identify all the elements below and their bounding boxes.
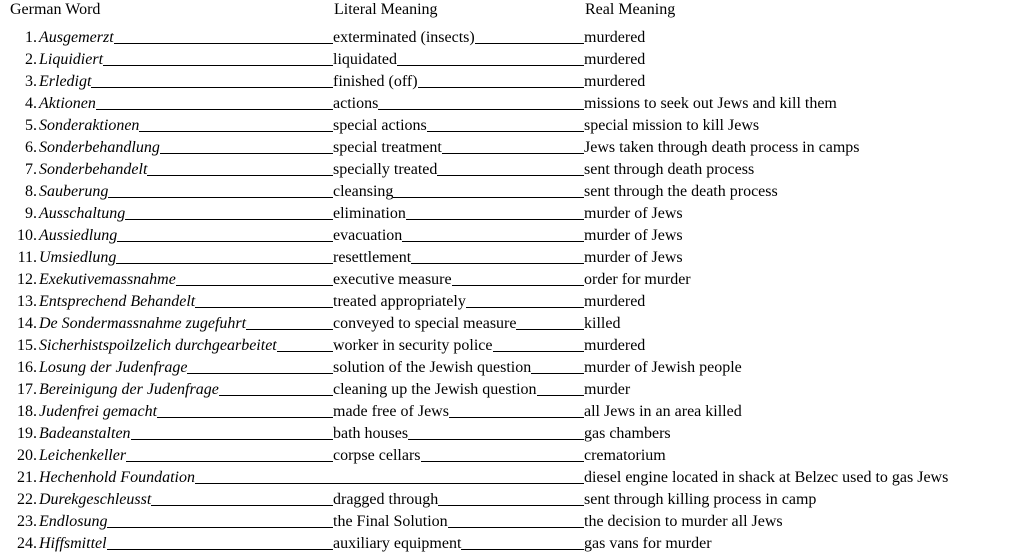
row-number: 9. bbox=[25, 205, 37, 222]
real-meaning: missions to seek out Jews and kill them bbox=[584, 95, 837, 112]
leader-line bbox=[151, 505, 333, 506]
literal-meaning: bath houses bbox=[333, 425, 409, 442]
real-meaning: killed bbox=[584, 315, 621, 332]
literal-meaning-cell bbox=[333, 356, 584, 377]
row-number: 4. bbox=[25, 95, 37, 112]
real-meaning: murder of Jews bbox=[584, 227, 683, 244]
leader-line bbox=[117, 241, 333, 242]
leader-line bbox=[116, 263, 333, 264]
leader-line bbox=[157, 417, 333, 418]
real-meaning: murdered bbox=[584, 51, 646, 68]
literal-meaning: special treatment bbox=[333, 139, 442, 156]
real-meaning-cell bbox=[584, 466, 1008, 487]
german-word: Umsiedlung bbox=[39, 249, 117, 266]
german-word: Losung der Judenfrage bbox=[39, 359, 188, 376]
real-meaning-cell bbox=[584, 268, 1008, 289]
real-meaning-cell bbox=[584, 48, 1008, 69]
literal-meaning: elimination bbox=[333, 205, 406, 222]
literal-meaning: auxiliary equipment bbox=[333, 535, 462, 552]
real-meaning: all Jews in an area killed bbox=[584, 403, 742, 420]
header-literal-meaning: Literal Meaning bbox=[334, 1, 438, 18]
literal-meaning: exterminated (insects) bbox=[333, 29, 475, 46]
leader-line bbox=[246, 329, 333, 330]
table-row bbox=[0, 158, 1009, 180]
leader-line bbox=[125, 219, 333, 220]
leader-line bbox=[160, 153, 333, 154]
literal-meaning-cell bbox=[333, 224, 584, 245]
row-number: 7. bbox=[25, 161, 37, 178]
table-row bbox=[0, 400, 1009, 422]
row-number: 23. bbox=[17, 513, 37, 530]
german-word-cell bbox=[6, 378, 333, 399]
table-row bbox=[0, 466, 1009, 488]
table-row bbox=[0, 268, 1009, 290]
leader-line bbox=[219, 395, 333, 396]
german-word-cell bbox=[6, 312, 333, 333]
real-meaning-cell bbox=[584, 202, 1008, 223]
real-meaning: murder of Jews bbox=[584, 205, 683, 222]
real-meaning-cell bbox=[584, 246, 1008, 267]
german-word-cell bbox=[6, 224, 333, 245]
german-word-cell bbox=[6, 268, 333, 289]
header-real-meaning: Real Meaning bbox=[585, 1, 676, 18]
leader-line bbox=[126, 461, 333, 462]
real-meaning-cell bbox=[584, 136, 1008, 157]
leader-line bbox=[114, 43, 333, 44]
literal-meaning: evacuation bbox=[333, 227, 403, 244]
real-meaning: the decision to murder all Jews bbox=[584, 513, 783, 530]
german-word-cell bbox=[6, 334, 333, 355]
german-word-cell bbox=[6, 510, 333, 531]
real-meaning: Jews taken through death process in camps bbox=[584, 139, 860, 156]
german-word-cell bbox=[6, 136, 333, 157]
literal-meaning-cell bbox=[333, 246, 584, 267]
row-number: 12. bbox=[17, 271, 37, 288]
literal-meaning: corpse cellars bbox=[333, 447, 421, 464]
german-word-cell bbox=[6, 26, 333, 47]
table-row bbox=[0, 114, 1009, 136]
leader-line bbox=[442, 153, 584, 154]
leader-line bbox=[406, 219, 584, 220]
german-word-cell bbox=[6, 444, 333, 465]
table-row bbox=[0, 510, 1009, 532]
german-word: Aussiedlung bbox=[39, 227, 118, 244]
table-row bbox=[0, 334, 1009, 356]
leader-line bbox=[139, 131, 333, 132]
table-row bbox=[0, 532, 1009, 554]
real-meaning: sent through the death process bbox=[584, 183, 778, 200]
leader-line bbox=[103, 65, 333, 66]
table-row bbox=[0, 312, 1009, 334]
german-word-cell bbox=[6, 532, 333, 553]
real-meaning: murdered bbox=[584, 293, 646, 310]
row-number: 13. bbox=[17, 293, 37, 310]
german-word: Aktionen bbox=[39, 95, 96, 112]
literal-meaning-cell bbox=[333, 114, 584, 135]
leader-line bbox=[107, 549, 333, 550]
real-meaning: murder of Jewish people bbox=[584, 359, 742, 376]
german-word: Ausschaltung bbox=[39, 205, 126, 222]
real-meaning-cell bbox=[584, 224, 1008, 245]
row-number: 10. bbox=[17, 227, 37, 244]
german-word-cell bbox=[6, 48, 333, 69]
literal-meaning: resettlement bbox=[333, 249, 412, 266]
german-word: Sonderaktionen bbox=[39, 117, 140, 134]
leader-line bbox=[408, 439, 584, 440]
leader-line bbox=[448, 527, 584, 528]
literal-meaning-cell bbox=[333, 26, 584, 47]
literal-meaning-cell bbox=[333, 466, 584, 487]
real-meaning-cell bbox=[584, 532, 1008, 553]
row-number: 1. bbox=[25, 29, 37, 46]
literal-meaning-cell bbox=[333, 158, 584, 179]
german-word: Judenfrei gemacht bbox=[39, 403, 158, 420]
leader-line bbox=[333, 483, 584, 484]
row-number: 21. bbox=[17, 469, 37, 486]
real-meaning: gas vans for murder bbox=[584, 535, 712, 552]
real-meaning: sent through killing process in camp bbox=[584, 491, 817, 508]
literal-meaning-cell bbox=[333, 136, 584, 157]
real-meaning: murder of Jews bbox=[584, 249, 683, 266]
leader-line bbox=[195, 307, 333, 308]
german-word-cell bbox=[6, 158, 333, 179]
row-number: 6. bbox=[25, 139, 37, 156]
real-meaning-cell bbox=[584, 334, 1008, 355]
german-word: Erledigt bbox=[39, 73, 92, 90]
glossary-rows bbox=[0, 26, 1009, 554]
literal-meaning-cell bbox=[333, 48, 584, 69]
table-row bbox=[0, 246, 1009, 268]
german-word: Sonderbehandelt bbox=[39, 161, 148, 178]
table-row bbox=[0, 180, 1009, 202]
table-row bbox=[0, 136, 1009, 158]
literal-meaning: worker in security police bbox=[333, 337, 493, 354]
real-meaning-cell bbox=[584, 422, 1008, 443]
real-meaning-cell bbox=[584, 312, 1008, 333]
real-meaning-cell bbox=[584, 26, 1008, 47]
real-meaning-cell bbox=[584, 444, 1008, 465]
leader-line bbox=[437, 175, 584, 176]
literal-meaning-cell bbox=[333, 444, 584, 465]
literal-meaning-cell bbox=[333, 312, 584, 333]
row-number: 2. bbox=[25, 51, 37, 68]
row-number: 11. bbox=[17, 249, 37, 266]
real-meaning: murdered bbox=[584, 29, 646, 46]
table-row bbox=[0, 290, 1009, 312]
real-meaning-cell bbox=[584, 488, 1008, 509]
real-meaning-cell bbox=[584, 400, 1008, 421]
german-word: Liquidiert bbox=[39, 51, 104, 68]
literal-meaning: conveyed to special measure bbox=[333, 315, 517, 332]
literal-meaning: solution of the Jewish question bbox=[333, 359, 532, 376]
table-row bbox=[0, 92, 1009, 114]
german-word: Sonderbehandlung bbox=[39, 139, 160, 156]
table-header bbox=[0, 0, 1009, 22]
real-meaning-cell bbox=[584, 114, 1008, 135]
literal-meaning: the Final Solution bbox=[333, 513, 448, 530]
leader-line bbox=[537, 395, 584, 396]
row-number: 14. bbox=[17, 315, 37, 332]
literal-meaning: specially treated bbox=[333, 161, 438, 178]
leader-line bbox=[147, 175, 333, 176]
row-number: 3. bbox=[25, 73, 37, 90]
leader-line bbox=[452, 285, 584, 286]
real-meaning-cell bbox=[584, 158, 1008, 179]
leader-line bbox=[418, 87, 584, 88]
leader-line bbox=[516, 329, 584, 330]
row-number: 16. bbox=[17, 359, 37, 376]
real-meaning: diesel engine located in shack at Belzec used to gas Jews bbox=[584, 469, 949, 486]
leader-line bbox=[466, 307, 584, 308]
german-word: Entsprechend Behandelt bbox=[39, 293, 196, 310]
real-meaning-cell bbox=[584, 378, 1008, 399]
leader-line bbox=[438, 505, 584, 506]
leader-line bbox=[493, 351, 585, 352]
german-word: Durekgeschleusst bbox=[39, 491, 152, 508]
row-number: 20. bbox=[17, 447, 37, 464]
german-word: Sicherhistspoilzelich durchgearbeitet bbox=[39, 337, 277, 354]
german-word: Ausgemerzt bbox=[39, 29, 114, 46]
leader-line bbox=[393, 197, 584, 198]
german-word: Bereinigung der Judenfrage bbox=[39, 381, 219, 398]
german-word-cell bbox=[6, 400, 333, 421]
row-number: 22. bbox=[17, 491, 37, 508]
literal-meaning-cell bbox=[333, 70, 584, 91]
row-number: 15. bbox=[17, 337, 37, 354]
german-word-cell bbox=[6, 290, 333, 311]
literal-meaning: cleansing bbox=[333, 183, 394, 200]
leader-line bbox=[108, 197, 333, 198]
literal-meaning-cell bbox=[333, 488, 584, 509]
leader-line bbox=[475, 43, 584, 44]
german-word: Leichenkeller bbox=[39, 447, 127, 464]
leader-line bbox=[176, 285, 333, 286]
table-row bbox=[0, 70, 1009, 92]
leader-line bbox=[402, 241, 584, 242]
real-meaning: murder bbox=[584, 381, 631, 398]
literal-meaning-cell bbox=[333, 268, 584, 289]
row-number: 19. bbox=[17, 425, 37, 442]
literal-meaning-cell bbox=[333, 378, 584, 399]
table-row bbox=[0, 378, 1009, 400]
german-word-cell bbox=[6, 70, 333, 91]
real-meaning-cell bbox=[584, 510, 1008, 531]
leader-line bbox=[96, 109, 333, 110]
real-meaning: murdered bbox=[584, 73, 646, 90]
leader-line bbox=[195, 483, 333, 484]
real-meaning: sent through death process bbox=[584, 161, 755, 178]
german-word-cell bbox=[6, 114, 333, 135]
german-word-cell bbox=[6, 202, 333, 223]
literal-meaning: cleaning up the Jewish question bbox=[333, 381, 537, 398]
row-number: 18. bbox=[17, 403, 37, 420]
real-meaning: gas chambers bbox=[584, 425, 671, 442]
german-word: Hiffsmittel bbox=[39, 535, 107, 552]
literal-meaning: treated appropriately bbox=[333, 293, 466, 310]
german-word: Endlosung bbox=[39, 513, 108, 530]
table-row bbox=[0, 26, 1009, 48]
leader-line bbox=[187, 373, 333, 374]
leader-line bbox=[411, 263, 584, 264]
literal-meaning-cell bbox=[333, 92, 584, 113]
table-row bbox=[0, 48, 1009, 70]
literal-meaning-cell bbox=[333, 510, 584, 531]
leader-line bbox=[397, 65, 584, 66]
leader-line bbox=[131, 439, 333, 440]
german-word-cell bbox=[6, 92, 333, 113]
german-word: Sauberung bbox=[39, 183, 109, 200]
german-word: Hechenhold Foundation bbox=[39, 469, 195, 486]
literal-meaning-cell bbox=[333, 202, 584, 223]
literal-meaning: made free of Jews bbox=[333, 403, 449, 420]
table-row bbox=[0, 202, 1009, 224]
german-word-cell bbox=[6, 422, 333, 443]
german-word-cell bbox=[6, 180, 333, 201]
german-word: Badeanstalten bbox=[39, 425, 131, 442]
real-meaning-cell bbox=[584, 70, 1008, 91]
row-number: 17. bbox=[17, 381, 37, 398]
literal-meaning-cell bbox=[333, 400, 584, 421]
literal-meaning: actions bbox=[333, 95, 379, 112]
leader-line bbox=[531, 373, 584, 374]
literal-meaning: special actions bbox=[333, 117, 427, 134]
literal-meaning-cell bbox=[333, 422, 584, 443]
table-row bbox=[0, 444, 1009, 466]
real-meaning: order for murder bbox=[584, 271, 691, 288]
row-number: 5. bbox=[25, 117, 37, 134]
literal-meaning-cell bbox=[333, 180, 584, 201]
german-word-cell bbox=[6, 488, 333, 509]
leader-line bbox=[91, 87, 333, 88]
german-word-cell bbox=[6, 356, 333, 377]
row-number: 24. bbox=[17, 535, 37, 552]
table-row bbox=[0, 224, 1009, 246]
real-meaning: special mission to kill Jews bbox=[584, 117, 760, 134]
real-meaning-cell bbox=[584, 290, 1008, 311]
literal-meaning: executive measure bbox=[333, 271, 452, 288]
real-meaning: crematorium bbox=[584, 447, 666, 464]
german-word-cell bbox=[6, 246, 333, 267]
literal-meaning-cell bbox=[333, 290, 584, 311]
table-row bbox=[0, 488, 1009, 510]
leader-line bbox=[421, 461, 584, 462]
real-meaning: murdered bbox=[584, 337, 646, 354]
leader-line bbox=[461, 549, 584, 550]
table-row bbox=[0, 422, 1009, 444]
german-word: Exekutivemassnahme bbox=[39, 271, 176, 288]
literal-meaning-cell bbox=[333, 532, 584, 553]
real-meaning-cell bbox=[584, 180, 1008, 201]
german-word: De Sondermassnahme zugefuhrt bbox=[39, 315, 247, 332]
german-word-cell bbox=[6, 466, 333, 487]
header-german-word: German Word bbox=[10, 1, 101, 18]
leader-line bbox=[378, 109, 584, 110]
real-meaning-cell bbox=[584, 92, 1008, 113]
leader-line bbox=[277, 351, 333, 352]
table-row bbox=[0, 356, 1009, 378]
leader-line bbox=[107, 527, 333, 528]
literal-meaning: liquidated bbox=[333, 51, 397, 68]
literal-meaning-cell bbox=[333, 334, 584, 355]
row-number: 8. bbox=[25, 183, 37, 200]
literal-meaning: finished (off) bbox=[333, 73, 418, 90]
literal-meaning: dragged through bbox=[333, 491, 439, 508]
real-meaning-cell bbox=[584, 356, 1008, 377]
leader-line bbox=[427, 131, 584, 132]
leader-line bbox=[449, 417, 584, 418]
